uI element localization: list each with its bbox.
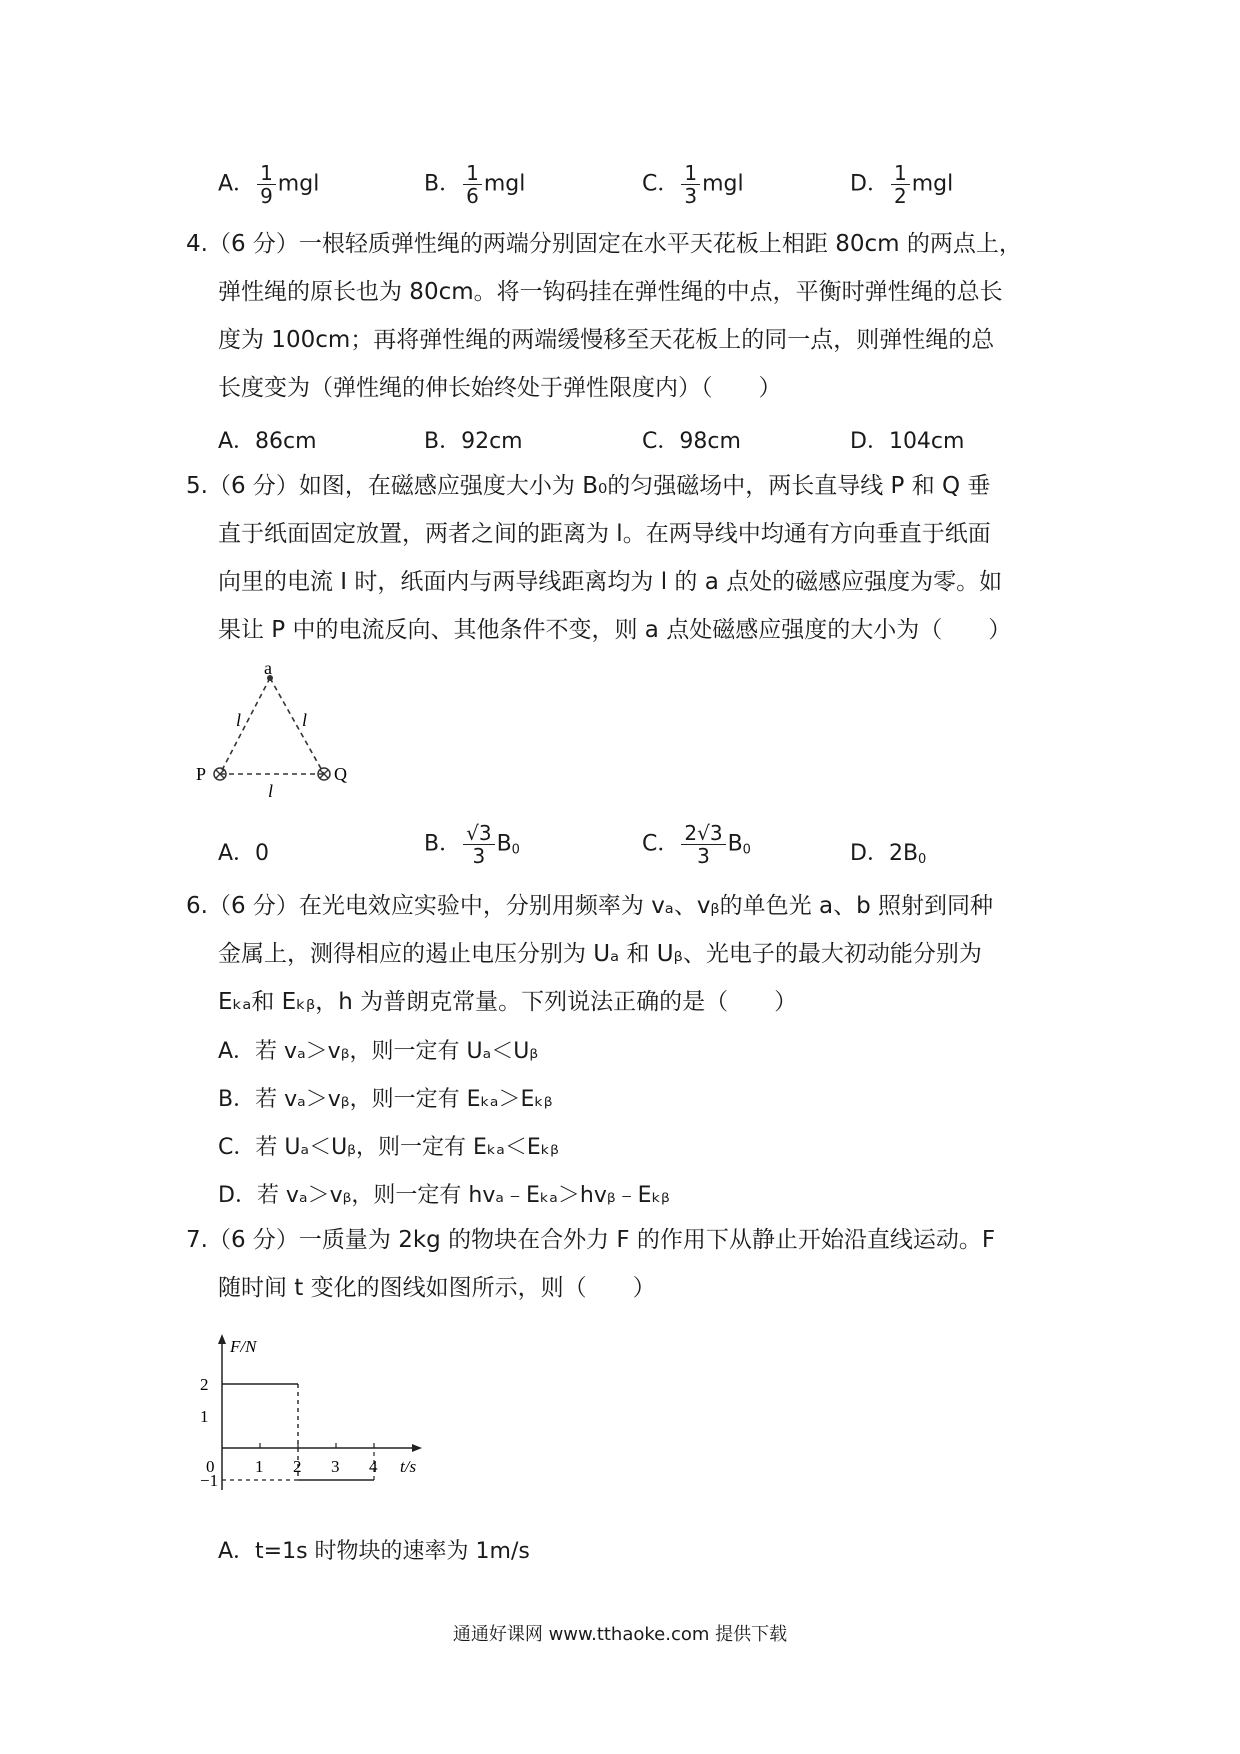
y-tick-label: −1	[200, 1471, 219, 1490]
q4-line-2: 弹性绳的原长也为 80cm。将一钩码挂在弹性绳的中点，平衡时弹性绳的总长	[218, 279, 1003, 305]
x-tick-label: 3	[331, 1457, 340, 1476]
label-q: Q	[334, 764, 347, 784]
force-time-chart	[186, 1330, 436, 1495]
q5-line-1: 5.（6 分）如图，在磁感应强度大小为 B₀的匀强磁场中，两长直导线 P 和 Q 垂	[186, 473, 991, 499]
fraction: $\frac{1}{9}$	[257, 162, 276, 207]
q6-line-1: 6.（6 分）在光电效应实验中，分别用频率为 vₐ、vᵦ的单色光 a、b 照射到同种	[186, 893, 993, 919]
q6-line-3: Eₖₐ和 Eₖᵦ，h 为普朗克常量。下列说法正确的是（ ）	[218, 989, 798, 1015]
x-tick-label: 1	[255, 1457, 264, 1476]
y-axis-label: F/N	[230, 1337, 257, 1356]
q6-option-c: C．若 Uₐ＜Uᵦ，则一定有 Eₖₐ＜Eₖᵦ	[218, 1135, 560, 1160]
q4-option-c: C．98cm	[642, 429, 741, 454]
q5-line-4: 果让 P 中的电流反向、其他条件不变，则 a 点处磁感应强度的大小为（ ）	[218, 617, 1012, 643]
q5-option-b: B． $\frac{√3}{3}$ $B_0$	[424, 821, 520, 868]
q3-option-c: C． $\frac{1}{3}$ mgl	[642, 161, 744, 208]
q6-option-a: A．若 vₐ＞vᵦ，则一定有 Uₐ＜Uᵦ	[218, 1039, 539, 1064]
q4-option-b: B．92cm	[424, 429, 523, 454]
fraction: $\frac{√3}{3}$	[463, 822, 494, 867]
q5-option-c: C． $\frac{2√3}{3}$ $B_0$	[642, 821, 751, 868]
q6-option-d: D．若 vₐ＞vᵦ，则一定有 hvₐ﹣Eₖₐ＞hvᵦ﹣Eₖᵦ	[218, 1183, 670, 1208]
q3-option-a: A． $\frac{1}{9}$ mgl	[218, 161, 320, 208]
fraction: $\frac{1}{6}$	[463, 162, 482, 207]
fraction: $\frac{1}{3}$	[681, 162, 700, 207]
x-tick-label: 4	[369, 1457, 378, 1476]
x-axis	[222, 1444, 422, 1452]
q6-option-b: B．若 vₐ＞vᵦ，则一定有 Eₖₐ＞Eₖᵦ	[218, 1087, 553, 1112]
q5-option-a: A．0	[218, 841, 270, 866]
q6-line-2: 金属上，测得相应的遏止电压分别为 Uₐ 和 Uᵦ、光电子的最大初动能分别为	[218, 941, 982, 967]
q4-line-4: 长度变为（弹性绳的伸长始终处于弹性限度内）（ ）	[218, 375, 782, 401]
chart-marks	[200, 1375, 378, 1490]
q4-line-3: 度为 100cm；再将弹性绳的两端缓慢移至天花板上的同一点，则弹性绳的总	[218, 327, 995, 353]
x-axis-label: t/s	[400, 1457, 417, 1476]
label-side-right: l	[302, 710, 308, 730]
q4-option-d: D．104cm	[850, 429, 965, 454]
page-footer: 通通好课网 www.tthaoke.com 提供下载	[452, 1624, 788, 1645]
x-tick-label: 2	[293, 1457, 302, 1476]
label-a: a	[264, 664, 272, 678]
q7-line-1: 7.（6 分）一质量为 2kg 的物块在合外力 F 的作用下从静止开始沿直线运动。F	[186, 1227, 996, 1253]
q7-option-a: A．t=1s 时物块的速率为 1m/s	[218, 1539, 530, 1564]
y-axis	[218, 1334, 226, 1490]
triangle-figure	[188, 664, 358, 799]
label-side-left: l	[236, 710, 242, 730]
q3-option-d: D． $\frac{1}{2}$ mgl	[850, 161, 954, 208]
y-tick-label: 1	[200, 1407, 209, 1426]
fraction: $\frac{2√3}{3}$	[681, 822, 725, 867]
label-p: P	[196, 764, 207, 784]
y-tick-label: 2	[200, 1375, 209, 1394]
q5-option-d: D．$2B_0$	[850, 841, 927, 867]
q7-line-2: 随时间 t 变化的图线如图所示，则（ ）	[218, 1275, 656, 1301]
fraction: $\frac{1}{2}$	[891, 162, 910, 207]
x-tick-label: 0	[206, 1457, 215, 1476]
q5-line-2: 直于纸面固定放置，两者之间的距离为 l。在两导线中均通有方向垂直于纸面	[218, 521, 991, 547]
q4-option-a: A．86cm	[218, 429, 317, 454]
q4-line-1: 4.（6 分）一根轻质弹性绳的两端分别固定在水平天花板上相距 80cm 的两点上，	[186, 231, 1022, 257]
q3-option-b: B． $\frac{1}{6}$ mgl	[424, 161, 526, 208]
q5-line-3: 向里的电流 I 时，纸面内与两导线距离均为 l 的 a 点处的磁感应强度为零。如	[218, 569, 1003, 595]
label-base: l	[268, 781, 274, 799]
